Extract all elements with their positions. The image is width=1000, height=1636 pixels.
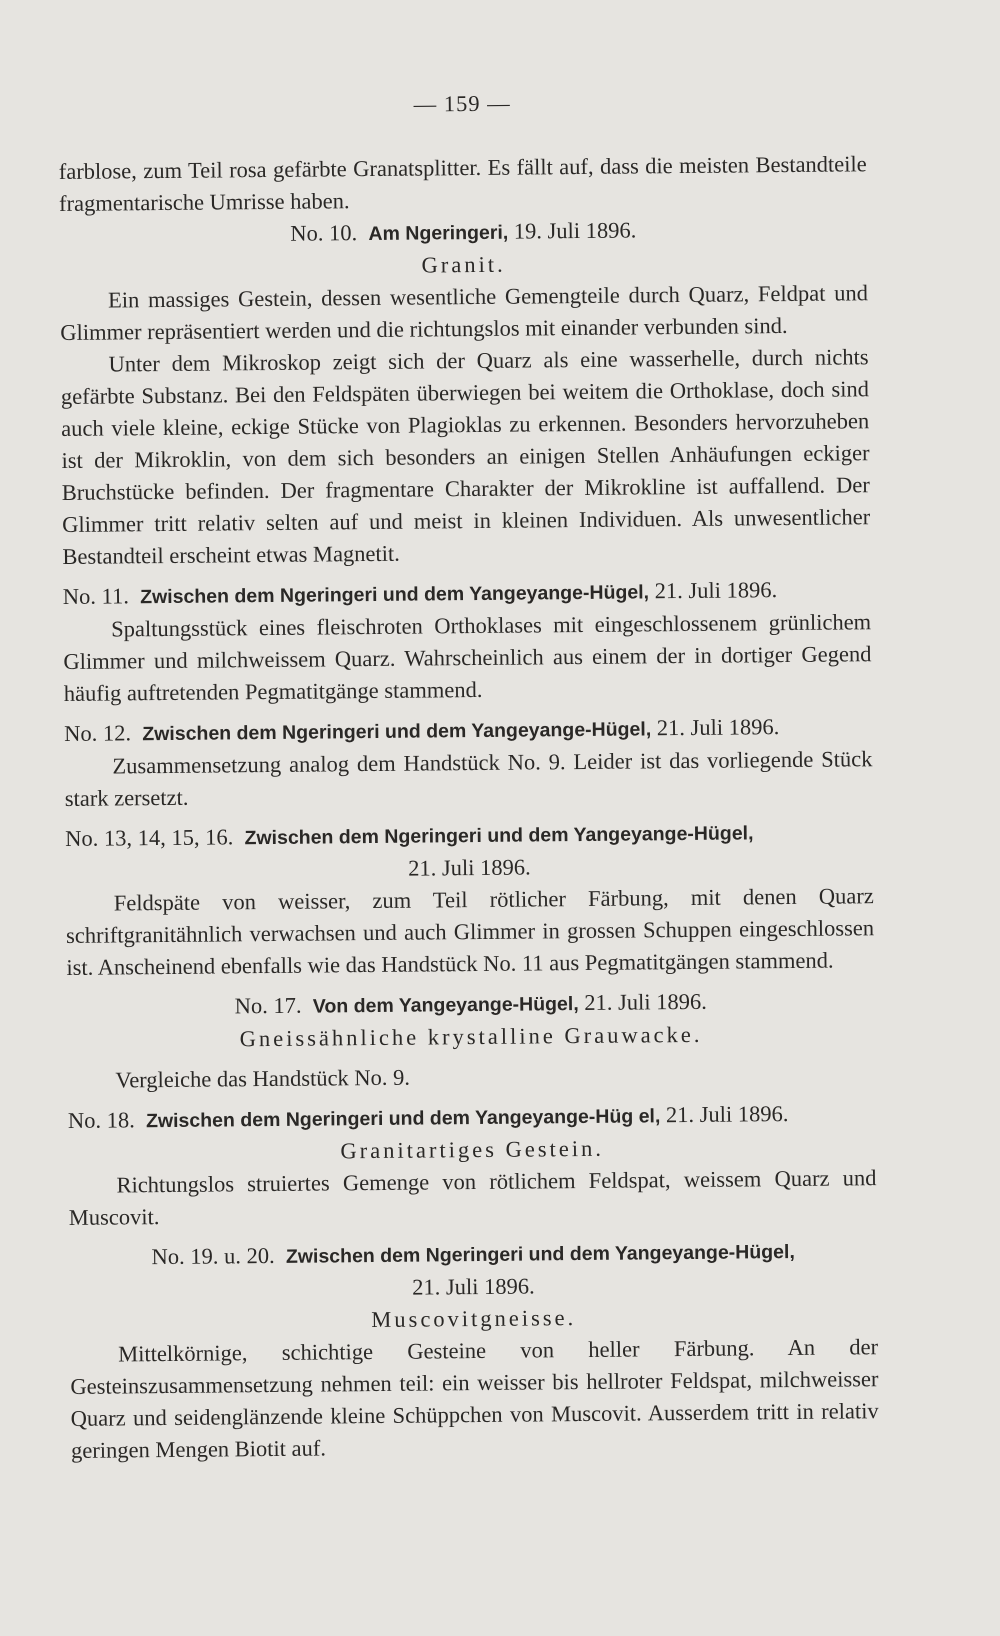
paragraph: Vergleiche das Handstück No. 9. — [115, 1064, 411, 1093]
entry-location: Zwischen dem Ngeringeri und dem Yangeyange-Hügel, — [244, 822, 754, 850]
entry-location: Zwischen dem Ngeringeri und dem Yangeyange-Hügel, — [140, 581, 650, 609]
entry-date: 21. Juli 1896. — [654, 577, 778, 604]
paragraph: Zusammensetzung analog dem Handstück No. 9. Leider ist das vorliegende Stück stark zersetzt. — [64, 746, 873, 811]
entry-date: 21. Juli 1896. — [656, 714, 780, 741]
entry-number: No. 17. — [234, 992, 302, 1019]
entry-location: Am Ngeringeri, — [368, 221, 509, 246]
entry-number: No. 19. u. 20. — [151, 1242, 275, 1270]
entry-location: Zwischen dem Ngeringeri und dem Yangeyange-Hüg el, — [145, 1105, 661, 1133]
page-number: — 159 — — [413, 90, 511, 117]
entry-number: No. 12. — [64, 720, 132, 746]
entry-location: Zwischen dem Ngeringeri und dem Yangeyange-Hügel, — [285, 1240, 795, 1268]
entry-location: Zwischen dem Ngeringeri und dem Yangeyange-Hügel, — [142, 718, 652, 746]
paragraph: Richtungslos struiertes Gemenge von rötlichem Feldspat, weissem Quarz und Muscovit. — [68, 1165, 877, 1230]
entry-date: 21. Juli 1896. — [408, 854, 531, 881]
entry-location: Von dem Yangeyange-Hügel, — [312, 993, 579, 1018]
paragraph: Unter dem Mikroskop zeigt sich der Quarz als eine wasserhelle, durch nichts gefärbte Substanz. Bei den Feldspäten überwiegen bei weitem die Orthoklase, doch sind auch viele kleine, eckige Stücke von Plagioklas zu erkennen. Besonders hervorzuheben ist der Mikroklin, von dem sich besonders an einigen Stellen Anhäufungen eckiger Bruchstücke befinden. Der fragmentare Charakter der Mikrokline ist auffallend. Der Glimmer tritt relativ selten auf und meist in kleinen Individuen. Als unwesentlicher Bestandteil erscheint etwas Magnetit. — [60, 344, 871, 569]
entry-date: 21. Juli 1896. — [412, 1273, 535, 1300]
rock-type-title: Granit. — [421, 251, 506, 278]
page-text — [58, 84, 879, 1467]
paragraph: Feldspäte von weisser, zum Teil rötlicher Färbung, mit denen Quarz schriftgranitähnlich verwachsen und auch Glimmer in grossen Schuppen eingeschlossen ist. Anscheinend ebenfalls wie das Handstück No. 11 aus Pegmatitgängen stammend. — [65, 883, 875, 980]
paragraph: Mittelkörnige, schichtige Gesteine von heller Färbung. An der Gesteinszusammensetzung nehmen teil: ein weisser bis hellroter Feldspat, milchweisser Quarz und seidenglänzende kleine Schüppchen von Muscovit. Ausserdem tritt in relativ geringen Mengen Biotit auf. — [70, 1334, 879, 1463]
rock-type-title: Muscovitgneisse. — [371, 1305, 577, 1333]
entry-number: No. 18. — [67, 1107, 135, 1133]
rock-type-title: Gneissähnliche krystalline Grauwacke. — [239, 1021, 703, 1052]
entry-number: No. 10. — [290, 220, 358, 246]
entry-number: No. 13, 14, 15, 16. — [65, 824, 234, 851]
rock-type-title: Granitartiges Gestein. — [340, 1135, 605, 1164]
paragraph: Ein massiges Gestein, dessen wesentliche Gemengteile durch Quarz, Feldpat und Glimmer repräsentiert werden und die richtungslos mit einander verbunden sind. — [60, 280, 869, 345]
entry-date: 21. Juli 1896. — [584, 988, 707, 1015]
paragraph: Spaltungsstück eines fleischroten Orthoklases mit eingeschlossenem grünlichem Glimmer und milchweissem Quarz. Wahrscheinlich aus einem der in dortiger Gegend häufig auftretenden Pegmatitgänge stammend. — [63, 609, 872, 706]
entry-number: No. 11. — [62, 583, 130, 609]
paragraph-fragment-end: farblose, zum Teil rosa gefärbte Granatsplitter. Es fällt auf, dass die meisten Bestandteile fragmentarische Umrisse haben. — [58, 151, 867, 216]
entry-date: 21. Juli 1896. — [665, 1101, 789, 1128]
entry-date: 19. Juli 1896. — [513, 217, 637, 244]
